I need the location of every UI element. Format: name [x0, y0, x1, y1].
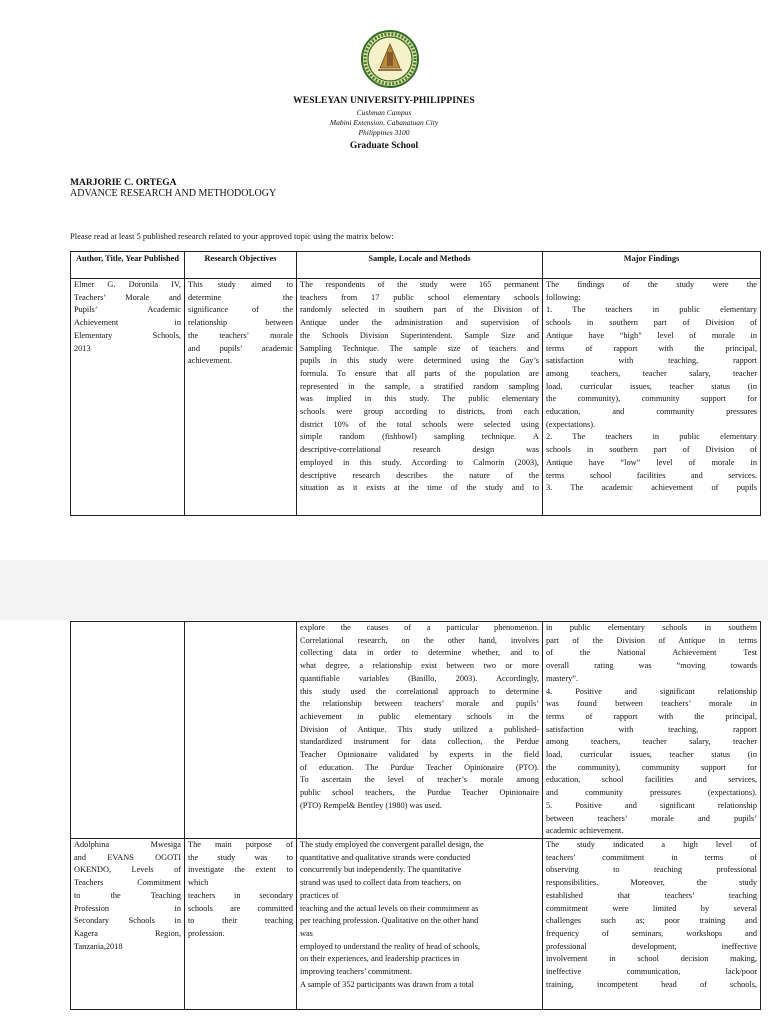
cell-text-line: OKENDO, Levels of — [74, 865, 181, 875]
table-row — [71, 839, 761, 1010]
cell-text-line: satisfaction with teaching, rapport — [546, 356, 757, 366]
cell-text-line: which — [188, 878, 209, 888]
cell-text-line: responsibilities. Moreover, the study — [546, 878, 757, 888]
cell-text-line: Antique have “low” level of morale in — [546, 457, 757, 467]
findings-cell — [543, 839, 761, 1010]
author-cell — [71, 839, 185, 1010]
cell-text-line: and community pressures (expectations). — [546, 788, 757, 798]
cell-text-line: the Schools Division Superintendent. Sample Size and — [300, 330, 539, 340]
cell-text-line: teachers in secondary — [188, 890, 293, 900]
cell-text-line: Antique have “high” level of morale in — [546, 330, 757, 340]
cell-text-line: frequency of seminars, workshops and — [546, 928, 757, 938]
cell-text-line: relationship between — [188, 318, 293, 328]
cell-text-line: this study used the correlational approach to determine — [300, 686, 539, 696]
cell-text-line: involvement in school decision making, — [546, 954, 757, 964]
header-objectives: Research Objectives — [185, 252, 297, 279]
cell-text-line: 3. The academic achievement of pupils — [546, 483, 757, 493]
table-header-row — [71, 252, 761, 279]
methods-cell — [297, 279, 543, 516]
cell-text-line: to their teaching — [188, 916, 293, 926]
cell-text-line: The study employed the convergent parallel design, the — [300, 840, 484, 849]
cell-text-line: quantitative and qualitative strands were conducted — [300, 852, 471, 862]
cell-text-line: overall rating was “moving towards — [546, 661, 757, 671]
cell-text-line: achievement. — [188, 356, 232, 366]
cell-text-line: 5. Positive and significant relationship — [546, 800, 757, 810]
cell-text-line: to the Teaching — [74, 890, 181, 900]
cell-text-line: in public elementary schools in southern — [546, 623, 757, 632]
objectives-cell — [185, 839, 297, 1010]
cell-text-line: quantifiable variables (Basillo, 2003). Accordingly, — [300, 673, 539, 683]
page-gap — [0, 560, 768, 620]
cell-text-line: (PTO) Rempel& Bentley (1980) was used. — [300, 800, 442, 810]
author-cell — [71, 622, 185, 839]
cell-text-line: The main purpose of — [188, 840, 293, 849]
objectives-cell — [185, 622, 297, 839]
methods-cell — [297, 839, 543, 1010]
cell-text-line: achievement in public elementary schools in the — [300, 711, 539, 721]
cell-text-line: district 10% of the total schools were selected using — [300, 419, 539, 429]
cell-text-line: Adolphina Mwesiga — [74, 840, 181, 849]
cell-text-line: and pupils’ academic — [188, 343, 293, 353]
cell-text-line: satisfaction with teaching, rapport — [546, 724, 757, 734]
cell-text-line: pupils in this study were determined using the Gay’s — [300, 356, 539, 366]
table-row — [71, 279, 761, 516]
research-matrix-table-page2 — [70, 621, 761, 1010]
cell-text-line: investigate the extent to — [188, 865, 293, 875]
findings-cell — [543, 622, 761, 839]
cell-text-line: was implied in this study. The public elementary — [300, 394, 539, 404]
cell-text-line: per teaching profession. Qualitative on the other hand — [300, 916, 479, 926]
cell-text-line: Teachers’ Morale and — [74, 292, 181, 302]
student-name: MARJORIE C. ORTEGA — [70, 178, 177, 188]
cell-text-line: Sampling Technique. The sample size of teachers and — [300, 343, 539, 353]
cell-text-line: and EVANS OGOTI — [74, 852, 181, 862]
cell-text-line: load, curricular issues, teacher status (in — [546, 381, 757, 391]
cell-text-line: profession. — [188, 928, 225, 938]
cell-text-line: among teachers, teacher salary, teacher — [546, 368, 757, 378]
cell-text-line: load, curricular issues, teacher status (in — [546, 750, 757, 760]
cell-text-line: Elementary Schools, — [74, 330, 181, 340]
cell-text-line: between teachers’ morale and pupils’ — [546, 813, 757, 823]
author-cell — [71, 279, 185, 516]
cell-text-line: following: — [546, 292, 581, 302]
cell-text-line: Pupils’ Academic — [74, 305, 181, 315]
cell-text-line: terms of rapport with the principal, — [546, 343, 757, 353]
cell-text-line: commitment were limited by several — [546, 903, 757, 913]
cell-text-line: Tanzania,2018 — [74, 941, 123, 951]
course-title: ADVANCE RESEARCH AND METHODOLOGY — [70, 188, 277, 199]
cell-text-line: was — [300, 928, 313, 938]
objectives-cell — [185, 279, 297, 516]
university-name: WESLEYAN UNIVERSITY-PHILIPPINES — [293, 96, 475, 106]
cell-text-line: professional development, ineffective — [546, 941, 757, 951]
cell-text-line: simple random (fishbowl) sampling technique. A — [300, 432, 539, 442]
cell-text-line: (expectations). — [546, 419, 596, 429]
cell-text-line: determine the — [188, 292, 293, 302]
cell-text-line: 1. The teachers in public elementary — [546, 305, 757, 315]
cell-text-line: the community), community support for — [546, 762, 757, 772]
cell-text-line: mastery”. — [546, 673, 579, 683]
cell-text-line: Profession in — [74, 903, 181, 913]
cell-text-line: terms school facilities and services. — [546, 470, 757, 480]
cell-text-line: The respondents of the study were 165 permanent — [300, 280, 539, 289]
cell-text-line: schools in southern part of Division of — [546, 445, 757, 455]
cell-text-line: randomly selected in southern part of the Division of — [300, 305, 539, 315]
cell-text-line: among teachers, teacher salary, teacher — [546, 737, 757, 747]
cell-text-line: teachers’ commitment in terms of — [546, 852, 757, 862]
table-row — [71, 622, 761, 839]
cell-text-line: was found between teachers’ morale in — [546, 699, 757, 709]
cell-text-line: employed in this study. According to Calmorin (2003), — [300, 457, 539, 467]
findings-cell — [543, 279, 761, 516]
cell-text-line: on their experiences, and leadership practices in — [300, 954, 460, 964]
cell-text-line: Achievement in — [74, 318, 181, 328]
cell-text-line: what degree, a relationship exist between two or more — [300, 661, 539, 671]
cell-text-line: Teachers Commitment — [74, 878, 181, 888]
cell-text-line: observing to teaching professional — [546, 865, 757, 875]
cell-text-line: public school teachers, the Purdue Teacher Opinionaire — [300, 788, 539, 798]
cell-text-line: challenges such as; poor training and — [546, 916, 757, 926]
header-findings: Major Findings — [543, 252, 761, 279]
cell-text-line: teachers from 17 public school elementary schools — [300, 292, 539, 302]
cell-text-line: employed to understand the reality of head of schools, — [300, 941, 480, 951]
cell-text-line: To ascertain the level of teacher’s morale among — [300, 775, 539, 785]
cell-text-line: represented in the sample, a stratified random sampling — [300, 381, 539, 391]
university-seal-logo — [361, 30, 419, 88]
cell-text-line: descriptive-correlational research design was — [300, 445, 539, 455]
cell-text-line: established that teachers’ teaching — [546, 890, 757, 900]
cell-text-line: explore the causes of a particular phenomenon. — [300, 623, 539, 632]
cell-text-line: 2. The teachers in public elementary — [546, 432, 757, 442]
campus-name: Cushman Campus — [356, 108, 412, 117]
cell-text-line: terms of rapport with the principal, — [546, 711, 757, 721]
cell-text-line: situation as it exists at the time of the study and to — [300, 483, 539, 493]
cell-text-line: formula. To ensure that all parts of the population are — [300, 368, 539, 378]
cell-text-line: practices of — [300, 890, 339, 900]
cell-text-line: Antique under the administration and supervision of — [300, 318, 539, 328]
cell-text-line: strand was used to collect data from teachers, on — [300, 878, 462, 888]
cell-text-line: The study indicated a high level of — [546, 840, 757, 849]
cell-text-line: teaching and the actual levels on their commitment as — [300, 903, 479, 913]
cell-text-line: the relationship between teachers’ morale and pupils’ — [300, 699, 539, 709]
cell-text-line: the community), community support for — [546, 394, 757, 404]
university-address: Mabini Extension, Cabanatuan City — [329, 118, 439, 127]
cell-text-line: 4. Positive and significant relationship — [546, 686, 757, 696]
header-methods: Sample, Locale and Methods — [297, 252, 543, 279]
cell-text-line: of the National Achievement Test — [546, 648, 757, 658]
header-author: Author, Title, Year Published — [71, 252, 185, 279]
cell-text-line: The findings of the study were the — [546, 280, 757, 289]
cell-text-line: A sample of 352 participants was drawn from a total — [300, 979, 474, 989]
cell-text-line: the teachers’ morale — [188, 330, 293, 340]
cell-text-line: standardized instrument for data collection, the Perdue — [300, 737, 539, 747]
cell-text-line: part of the Division of Antique in terms — [546, 635, 757, 645]
cell-text-line: collecting data in order to determine whether, and to — [300, 648, 539, 658]
cell-text-line: schools were group according to districts, from each — [300, 407, 539, 417]
university-postal: Philippines 3100 — [358, 128, 410, 137]
cell-text-line: Correlational research, on the other hand, involves — [300, 635, 539, 645]
cell-text-line: education, and community pressures — [546, 407, 757, 417]
cell-text-line: ineffective communication, lack/poor — [546, 967, 757, 977]
cell-text-line: of education. The Purdue Teacher Opinionaire (PTO). — [300, 762, 539, 772]
cell-text-line: schools in southern part of Division of — [546, 318, 757, 328]
cell-text-line: This study aimed to — [188, 280, 293, 289]
cell-text-line: concurrently but independently. The quantitative — [300, 865, 462, 875]
cell-text-line: Secondary Schools in — [74, 916, 181, 926]
cell-text-line: Teacher Opinionaire validated by experts in the field — [300, 750, 539, 760]
cell-text-line: education, school facilities and services, — [546, 775, 757, 785]
cell-text-line: descriptive research describes the nature of the — [300, 470, 539, 480]
instruction-text: Please read at least 5 published research related to your approved topic using the matrix below: — [70, 231, 394, 241]
cell-text-line: Kagera Region, — [74, 928, 181, 938]
cell-text-line: Division of Antique. This study utilized a published- — [300, 724, 539, 734]
cell-text-line: schools are committed — [188, 903, 293, 913]
cell-text-line: Elmer G. Doronila IV, — [74, 280, 181, 289]
cell-text-line: significance of the — [188, 305, 293, 315]
cell-text-line: academic achievement. — [546, 826, 624, 836]
research-matrix-table-page1 — [70, 251, 761, 516]
cell-text-line: the study was to — [188, 852, 293, 862]
school-name: Graduate School — [349, 141, 419, 151]
methods-cell — [297, 622, 543, 839]
cell-text-line: improving teachers’ commitment. — [300, 967, 413, 977]
cell-text-line: 2013 — [74, 343, 91, 353]
cell-text-line: training, incompetent head of schools, — [546, 979, 757, 989]
